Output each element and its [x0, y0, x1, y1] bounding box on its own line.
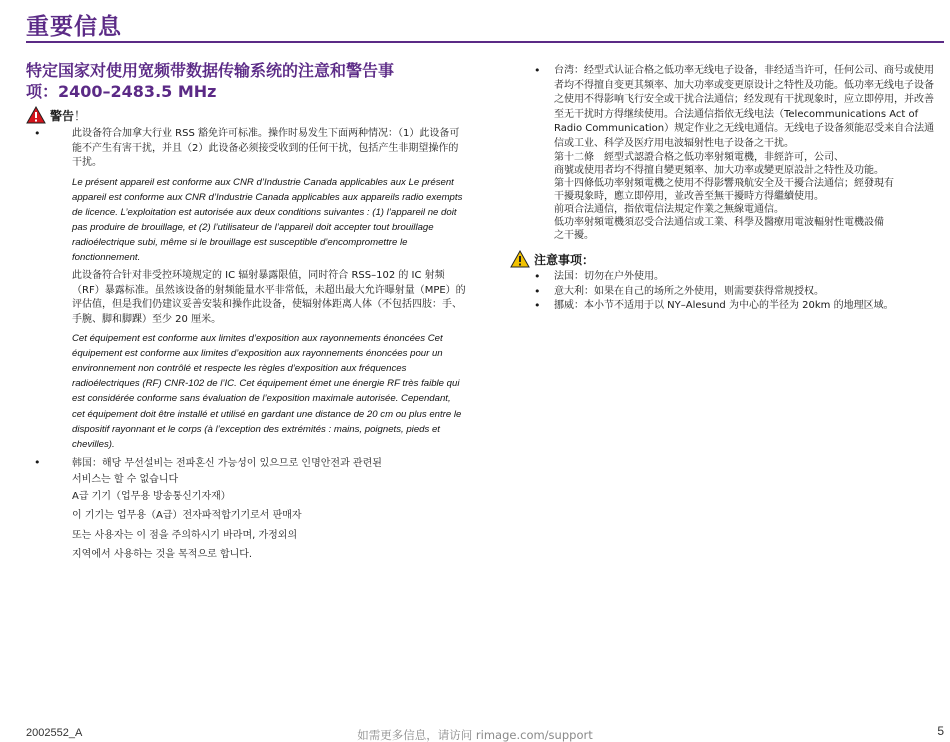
taiwan-zh-text: • 台湾：经型式认证合格之低功率无线电子设备，非经适当许可，任何公司、商号或使用者均不得擅自变更其频率、加大功率或变更原设计之特性及功能。低功率无线电子设备之使用不得影响飞行安全或干扰合法通信；经发现有干扰现象时，应立即停用，并改善至无干扰时方得继续使用。合法通信指依无线电法（Telecommunications Act of Radio Communication）规定作业之无线电通信。无线电子设备须能忍受来自合法通信或工业、科学及医疗用电波辐射性电子设备之干扰。 [554, 65, 935, 149]
taiwan-tw-line: 第十二條 經型式認證合格之低功率射頻電機，非經許可，公司、 [554, 152, 844, 163]
footer-page-number: 5 [937, 724, 944, 738]
caution-item: • 意大利：如果在自己的场所之外使用，则需要获得常规授权。 [528, 285, 940, 300]
korea-line: 또는 사용자는 이 점을 주의하시기 바라며, 가정외의 [72, 529, 298, 541]
caution-triangle-icon [510, 250, 530, 268]
caution-header [510, 250, 940, 268]
left-column [26, 60, 466, 564]
list-item-taiwan [528, 64, 940, 242]
korea-text [72, 456, 466, 564]
taiwan-list [528, 64, 940, 242]
footer-doc-number: 2002552_A [26, 727, 83, 739]
caution-label: 注意事项： [534, 252, 595, 267]
warning-label: 警告！ [50, 108, 87, 123]
section-heading-line2: 项：2400–2483.5 MHz [26, 82, 217, 101]
taiwan-tw-line: 前項合法通信，指依電信法規定作業之無線電通信。 [554, 204, 784, 215]
korea-line: A급 기기（업무용 방송통신기자재） [72, 490, 231, 502]
korea-line: 이 기기는 업무용（A급）전자파적합기기로서 판매자 [72, 510, 302, 522]
korea-line: • 韩国：해당 무선설비는 전파혼신 가능성이 있으므로 인명안전과 관련된 [72, 457, 382, 469]
taiwan-tw-line: 之干擾。 [554, 230, 594, 241]
warning-header [26, 106, 466, 124]
korea-line: 지역에서 사용하는 것을 목적으로 합니다. [72, 549, 253, 561]
right-column [528, 64, 940, 314]
taiwan-tw-line: 商號或使用者均不得擅自變更頻率、加大功率或變更原設計之特性及功能。 [554, 165, 884, 176]
page-title: 重要信息 [26, 14, 122, 40]
korea-line: 서비스는 할 수 없습니다 [72, 474, 179, 486]
title-divider [26, 41, 944, 43]
canada-fr-text: Le présent appareil est conforme aux CNR d’Industrie Canada applicables aux Le présent appareil est conforme aux CNR d’Industrie Canada applicables aux appareils radio exempts de licence. L’exploitation est autorisée aux deux conditions suivantes : (1) l’appareil ne doit pas produire de brouillage, et (2) l’utilisateur de l’appareil doit accepter tout brouillage radioélectrique subi, même si le brouillage est susceptible d’encompromettre le fonctionnement. [72, 176, 463, 263]
taiwan-tw-line: 干擾現象時，應立即停用，並改善至無干擾時方得繼續使用。 [554, 191, 824, 202]
taiwan-tw-text [554, 151, 940, 242]
caution-list [528, 270, 940, 314]
list-item-korea [26, 456, 466, 564]
list-item-canada [26, 127, 466, 452]
taiwan-tw-line: 低功率射頻電機須忍受合法通信或工業、科學及醫療用電波輻射性電機設備 [554, 217, 884, 228]
section-heading [26, 60, 466, 102]
canada-zh-text: • 此设备符合加拿大行业 RSS 豁免许可标准。操作时易发生下面两种情况：（1）此设备可能不产生有害干扰，并且（2）此设备必须接受收到的任何干扰，包括产生非期望操作的干扰。 [72, 128, 460, 168]
caution-item: • 法国：切勿在户外使用。 [528, 270, 940, 285]
section-heading-line1: 特定国家对使用宽频带数据传输系统的注意和警告事 [26, 61, 395, 80]
taiwan-tw-line: 第十四條低功率射頻電機之使用不得影響飛航安全及干擾合法通信；經發現有 [554, 178, 894, 189]
warning-list [26, 127, 466, 564]
ic-fr-text: Cet équipement est conforme aux limites d’exposition aux rayonnements énoncées Cet équipement est conforme aux limites d’exposition aux rayonnements énoncées pour un environnement non contrôlé et respecte les règles d’exposition aux fréquences radioélectriques (RF) CNR-102 de l’IC. Cet équipement émet une énergie RF très faible qui est considérée conforme sans évaluation de l’exposition maximale autorisée. Cependant, cet équipement doit être installé et utilisé en gardant une distance de 20 cm ou plus entre le dispositif rayonnant et le corps (à l’exception des extrémités : mains, poignets, pieds et chevilles). [72, 333, 462, 450]
ic-zh-text: 此设备符合针对非受控环境规定的 IC 辐射暴露限值，同时符合 RSS–102 的 IC 射频（RF）暴露标准。虽然该设备的射频能量水平非常低，未超出最大允许曝射量（MPE）的评估值，但是我们仍建议妥善安装和操作此设备，使辐射体距离人体（不包括四肢：手、手腕、脚和脚踝）至少 20 厘米。 [72, 270, 466, 325]
warning-triangle-icon [26, 106, 46, 124]
caution-item: • 挪威：本小节不适用于以 NY–Alesund 为中心的半径为 20km 的地理区域。 [528, 299, 940, 314]
footer-support-text: 如需更多信息，请访问 rimage.com/support [357, 728, 593, 742]
